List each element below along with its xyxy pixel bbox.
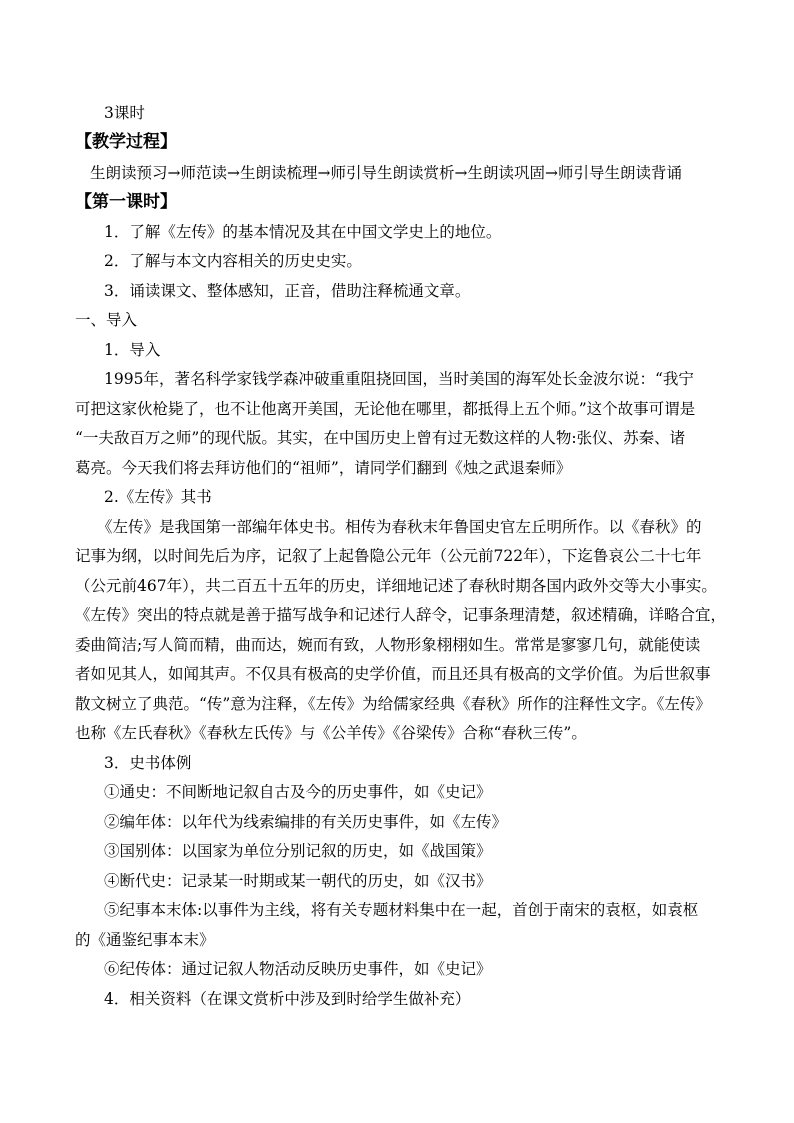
paragraph-line: （公元前467年），共二百五十五年的历史，详细地记述了春秋时期各国内政外交等大小事实。: [75, 577, 717, 595]
part-heading-introduction: 一、导入: [75, 311, 138, 329]
list-item: ⑤纪事本末体:以事件为主线，将有关专题材料集中在一起，首创于南宋的袁枢，如袁枢: [104, 901, 699, 919]
list-item-continued: 的《通鉴纪事本末》: [75, 931, 215, 949]
subheading-related-materials: 4．相关资料（在课文赏析中涉及到时给学生做补充）: [104, 990, 471, 1008]
paragraph-line: 委曲简洁;写人简而精，曲而达，婉而有致，人物形象栩栩如生。常常是寥寥几句，就能使读: [75, 636, 701, 654]
paragraph-line: 散文树立了典范。“传”意为注释，《左传》为给儒家经典《春秋》所作的注释性文字。《左传》: [75, 695, 711, 713]
paragraph-line: 可把这家伙枪毙了，也不让他离开美国，无论他在哪里，都抵得上五个师。”这个故事可谓是: [75, 400, 696, 418]
subheading-introduction: 1．导入: [104, 341, 161, 359]
paragraph-line: 《左传》突出的特点就是善于描写战争和记述行人辞令，记事条理清楚，叙述精确，详略合宜，: [75, 606, 727, 624]
paragraph-line: “一夫敌百万之师”的现代版。其实，在中国历史上曾有过无数这样的人物:张仪、苏秦、诸: [75, 429, 686, 447]
paragraph-line: 者如见其人，如闻其声。不仅具有极高的史学价值，而且还具有极高的文学价值。为后世叙事: [75, 665, 711, 683]
list-item: ③国别体：以国家为单位分别记叙的历史，如《战国策》: [104, 842, 492, 860]
subheading-history-book-styles: 3．史书体例: [104, 754, 192, 772]
section-heading-first-lesson: 【第一课时】: [75, 192, 177, 212]
list-item: ④断代史：记录某一时期或某一朝代的历史，如《汉书》: [104, 872, 492, 890]
teaching-flow: 生朗读预习→师范读→生朗读梳理→师引导生朗读赏析→生朗读巩固→师引导生朗读背诵: [90, 164, 682, 182]
section-heading-teaching-process: 【教学过程】: [75, 132, 177, 152]
paragraph-line: 葛亮。今天我们将去拜访他们的“祖师”，请同学们翻到《烛之武退秦师》: [75, 459, 572, 477]
list-item: ①通史：不间断地记叙自古及今的历史事件，如《史记》: [104, 783, 492, 801]
paragraph-line: 《左传》是我国第一部编年体史书。相传为春秋末年鲁国史官左丘明所作。以《春秋》的: [97, 518, 702, 536]
list-item: ②编年体：以年代为线索编排的有关历史事件，如《左传》: [104, 813, 508, 831]
subheading-zuozhuan-book: 2.《左传》其书: [104, 488, 212, 506]
lesson-hours: 3课时: [104, 104, 145, 122]
objective-3: 3．诵读课文、整体感知，正音，借助注释梳通文章。: [104, 282, 471, 300]
list-item: ⑥纪传体：通过记叙人物活动反映历史事件，如《史记》: [104, 960, 492, 978]
paragraph-line: 记事为纲，以时间先后为序，记叙了上起鲁隐公元年（公元前722年），下迄鲁哀公二十七年: [75, 547, 702, 565]
objective-1: 1．了解《左传》的基本情况及其在中国文学史上的地位。: [104, 223, 502, 241]
paragraph-line: 也称《左氏春秋》《春秋左氏传》与《公羊传》《谷梁传》合称“春秋三传”。: [75, 724, 587, 742]
paragraph-line: 1995年，著名科学家钱学森冲破重重阻挠回国，当时美国的海军处长金波尔说：“我宁: [104, 370, 694, 388]
objective-2: 2．了解与本文内容相关的历史史实。: [104, 252, 362, 270]
